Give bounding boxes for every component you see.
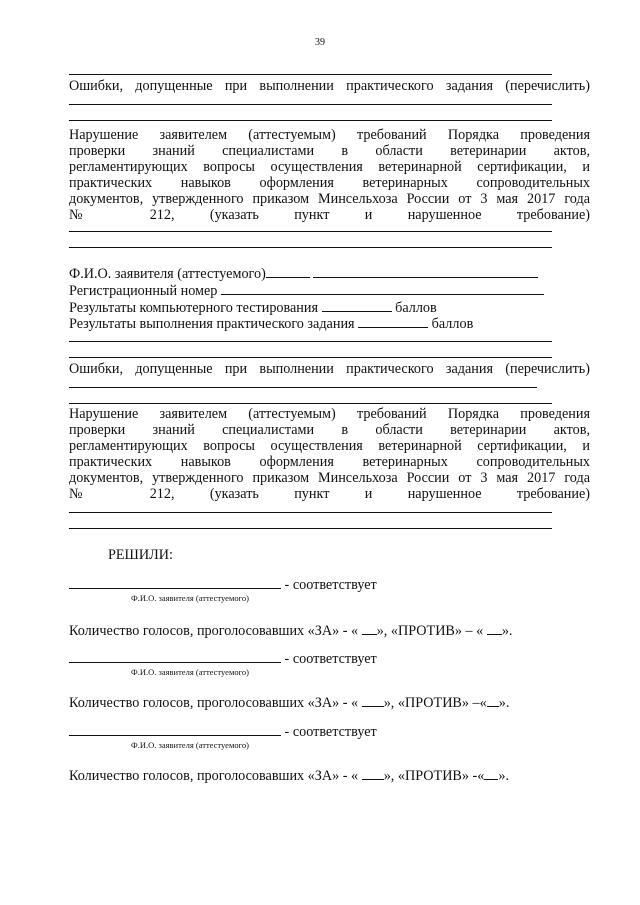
decision-row xyxy=(69,723,377,740)
applicant-fio-label: Ф.И.О. заявителя (аттестуемого) xyxy=(69,266,266,282)
corresponds-text: - соответствует xyxy=(284,724,377,740)
violation-line: практических навыков оформления ветеринарных сопроводительных xyxy=(69,454,590,470)
errors-label: Ошибки, допущенные при выполнении практического задания (перечислить) xyxy=(69,78,590,94)
practical-score-field[interactable] xyxy=(358,315,428,328)
test-score-field[interactable] xyxy=(322,299,392,312)
blank-line[interactable] xyxy=(69,120,552,121)
violation-line: № 212, (указать пункт и нарушенное требование) xyxy=(69,207,590,223)
violation-line: проверки знаний специалистами в области ветеринарии актов, xyxy=(69,143,590,159)
blank-line[interactable] xyxy=(69,528,552,529)
points-label: баллов xyxy=(431,316,474,332)
practical-result-label: Результаты выполнения практического задания xyxy=(69,316,355,332)
votes-mid: », «ПРОТИВ» – « xyxy=(376,623,484,639)
decision-caption: Ф.И.О. заявителя (аттестуемого) xyxy=(131,740,249,750)
decision-row xyxy=(69,650,377,667)
votes-against-field[interactable] xyxy=(487,622,502,635)
reg-number-label: Регистрационный номер xyxy=(69,283,218,299)
test-result-label: Результаты компьютерного тестирования xyxy=(69,300,319,316)
reg-number-row xyxy=(69,282,544,299)
votes-end: ». xyxy=(498,695,510,711)
votes-row xyxy=(69,694,509,711)
decision-fio-field[interactable] xyxy=(69,723,281,736)
votes-row xyxy=(69,622,512,639)
violation-line: документов, утвержденного приказом Минсельхоза России от 3 мая 2017 года xyxy=(69,191,590,207)
decision-fio-field[interactable] xyxy=(69,650,281,663)
votes-against-field[interactable] xyxy=(484,767,498,780)
votes-prefix: Количество голосов, проголосовавших «ЗА» - « xyxy=(69,623,359,639)
applicant-fio-field[interactable] xyxy=(266,265,310,278)
votes-row xyxy=(69,767,509,784)
violation-line: документов, утвержденного приказом Минсельхоза России от 3 мая 2017 года xyxy=(69,470,590,486)
decision-row xyxy=(69,576,377,593)
votes-mid: », «ПРОТИВ» –« xyxy=(383,695,487,711)
blank-line[interactable] xyxy=(69,231,552,232)
votes-prefix: Количество голосов, проголосовавших «ЗА» - « xyxy=(69,695,359,711)
decision-fio-field[interactable] xyxy=(69,576,281,589)
votes-for-field[interactable] xyxy=(362,694,384,707)
blank-line[interactable] xyxy=(69,74,552,75)
errors-label: Ошибки, допущенные при выполнении практического задания (перечислить) xyxy=(69,361,590,377)
violation-line: регламентирующих вопросы осуществления ветеринарной сертификации, и xyxy=(69,159,590,175)
reg-number-field[interactable] xyxy=(221,282,544,295)
votes-for-field[interactable] xyxy=(362,767,384,780)
points-label: баллов xyxy=(395,300,437,316)
violation-line: регламентирующих вопросы осуществления ветеринарной сертификации, и xyxy=(69,438,590,454)
blank-line[interactable] xyxy=(69,387,537,388)
blank-line[interactable] xyxy=(69,512,552,513)
votes-end: ». xyxy=(498,768,509,784)
blank-line[interactable] xyxy=(69,104,552,105)
applicant-fio-row xyxy=(69,265,538,282)
votes-prefix: Количество голосов, проголосовавших «ЗА» - « xyxy=(69,768,359,784)
decided-heading: РЕШИЛИ: xyxy=(108,547,173,563)
violation-line: практических навыков оформления ветеринарных сопроводительных xyxy=(69,175,590,191)
decision-caption: Ф.И.О. заявителя (аттестуемого) xyxy=(131,593,249,603)
votes-for-field[interactable] xyxy=(362,622,377,635)
corresponds-text: - соответствует xyxy=(284,651,377,667)
violation-line: Нарушение заявителем (аттестуемым) требований Порядка проведения xyxy=(69,406,590,422)
blank-line[interactable] xyxy=(69,341,552,342)
votes-against-field[interactable] xyxy=(487,694,499,707)
applicant-fio-field[interactable] xyxy=(313,265,538,278)
corresponds-text: - соответствует xyxy=(284,577,377,593)
votes-mid: », «ПРОТИВ» -« xyxy=(383,768,485,784)
blank-line[interactable] xyxy=(69,403,552,404)
votes-end: ». xyxy=(501,623,513,639)
test-result-row xyxy=(69,299,437,316)
blank-line[interactable] xyxy=(69,247,552,248)
blank-line[interactable] xyxy=(69,357,552,358)
violation-line: Нарушение заявителем (аттестуемым) требований Порядка проведения xyxy=(69,127,590,143)
violation-line: № 212, (указать пункт и нарушенное требование) xyxy=(69,486,590,502)
violation-line: проверки знаний специалистами в области ветеринарии актов, xyxy=(69,422,590,438)
practical-result-row xyxy=(69,315,473,332)
page-number: 39 xyxy=(315,37,325,48)
decision-caption: Ф.И.О. заявителя (аттестуемого) xyxy=(131,667,249,677)
